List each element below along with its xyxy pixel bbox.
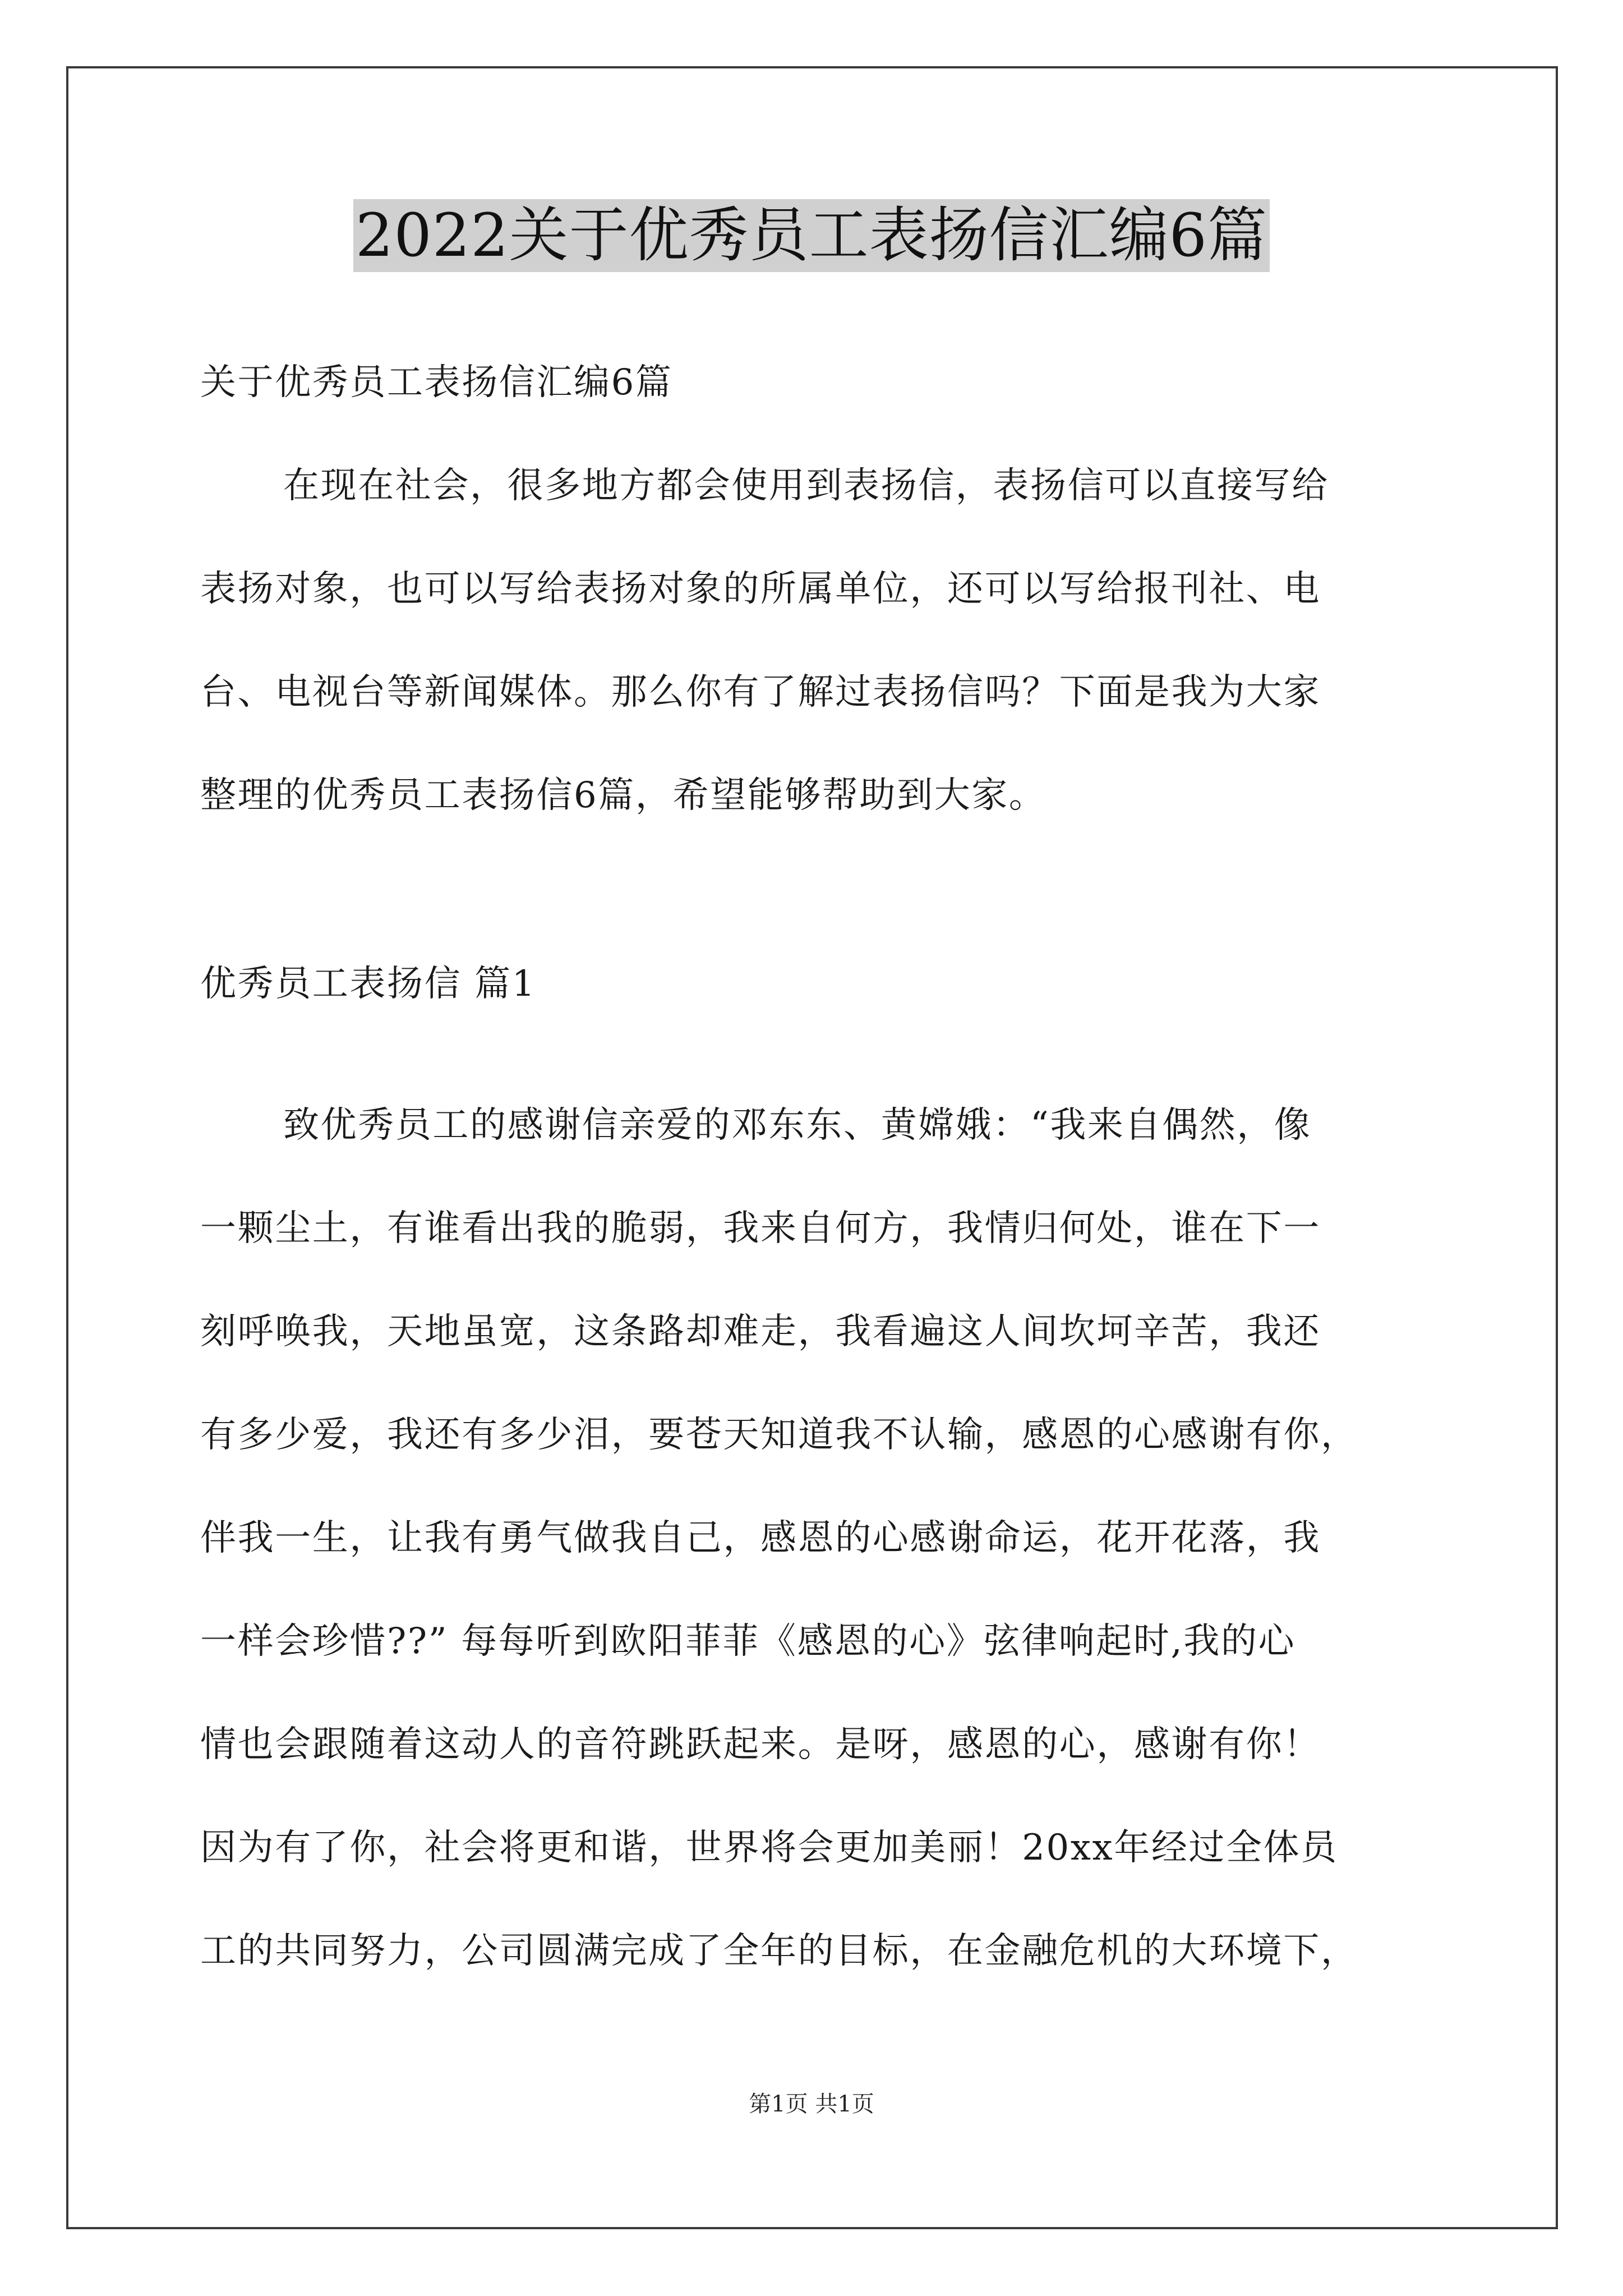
- body-line: 伴我一生，让我有勇气做我自己，感恩的心感谢命运，花开花落，我: [200, 1517, 1321, 1559]
- document-title: 2022关于优秀员工表扬信汇编6篇: [353, 199, 1270, 272]
- section-heading: 优秀员工表扬信 篇1: [200, 963, 537, 1005]
- intro-line: 整理的优秀员工表扬信6篇，希望能够帮助到大家。: [200, 775, 1046, 816]
- body-line: 工的共同努力，公司圆满完成了全年的目标，在金融危机的大环境下，: [200, 1930, 1358, 1972]
- intro-line: 台、电视台等新闻媒体。那么你有了解过表扬信吗？下面是我为大家: [200, 671, 1321, 713]
- body-line: 有多少爱，我还有多少泪，要苍天知道我不认输，感恩的心感谢有你，: [200, 1414, 1358, 1456]
- intro-line: 表扬对象，也可以写给表扬对象的所属单位，还可以写给报刊社、电: [200, 568, 1321, 610]
- page-footer: 第1页 共1页: [749, 2091, 874, 2117]
- body-line: 因为有了你，社会将更和谐，世界将会更加美丽！20xx年经过全体员: [200, 1827, 1338, 1869]
- body-line: 致优秀员工的感谢信亲爱的邓东东、黄嫦娥：“我来自偶然，像: [283, 1105, 1312, 1146]
- intro-line: 在现在社会，很多地方都会使用到表扬信，表扬信可以直接写给: [283, 465, 1329, 507]
- body-line: 刻呼唤我，天地虽宽，这条路却难走，我看遍这人间坎坷辛苦，我还: [200, 1311, 1321, 1352]
- document-subtitle: 关于优秀员工表扬信汇编6篇: [200, 362, 673, 403]
- title-container: [0, 199, 1623, 272]
- body-line: 情也会跟随着这动人的音符跳跃起来。是呀，感恩的心，感谢有你！: [200, 1724, 1321, 1765]
- body-line: 一颗尘土，有谁看出我的脆弱，我来自何方，我情归何处，谁在下一: [200, 1208, 1321, 1249]
- body-line: 一样会珍惜??” 每每听到欧阳菲菲《感恩的心》弦律响起时,我的心: [200, 1621, 1296, 1662]
